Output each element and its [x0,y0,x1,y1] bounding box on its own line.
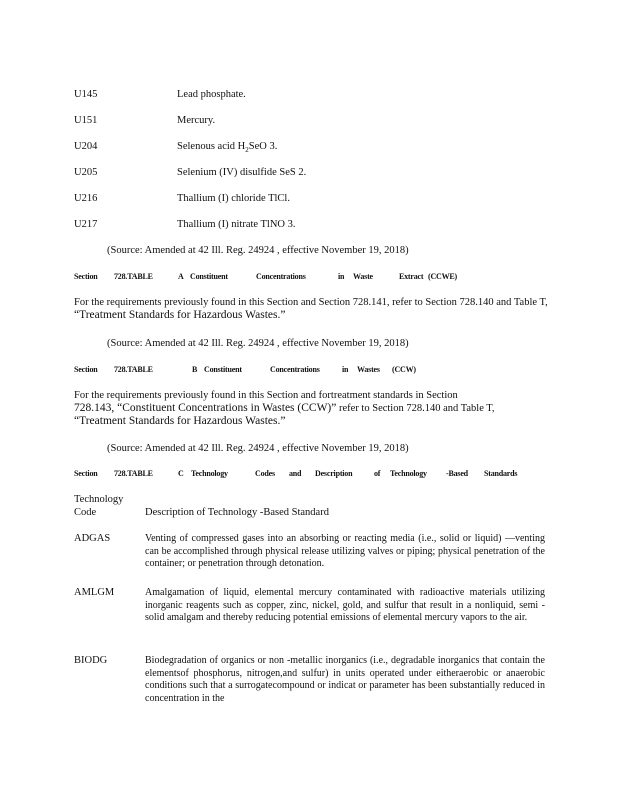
section-heading-table-b [74,365,554,377]
heading-word: Standards [484,469,518,478]
heading-word: Section [74,272,98,281]
paragraph-text: For the requirements previously found in this Section and Section 728.141, refer to Section 728.140 and Table T, [74,297,548,308]
source-note: (Source: Amended at 42 Ill. Reg. 24924 , effective November 19, 2018) [107,245,409,256]
heading-word: Codes [255,469,275,478]
heading-word: in [338,272,345,281]
tech-code: ADGAS [74,533,111,544]
heading-word: Waste [353,272,373,281]
waste-name: Mercury. [177,115,216,126]
tech-description: Amalgamation of liquid, elemental mercury contaminated with radioactive materials utilizing inorganic reagents such as copper, zinc, nickel, gold, and sulfur that result in a nonliquid, semi -solid amalgam and thereby reducing potential emissions of elemental mercury vapors to the air. [145,587,545,623]
heading-word: Technology [191,469,228,478]
waste-code: U145 [74,89,98,100]
tech-description: Venting of compressed gases into an absorbing or reacting media (i.e., solid or liquid) —venting can be accomplished through physical release utilizing valves or piping; physical penetration of the container; or penetration through detonation. [145,533,545,569]
paragraph-text: refer to Section 728.140 and Table T, [336,403,495,414]
waste-name-subscript: 2 [245,146,249,155]
source-note: (Source: Amended at 42 Ill. Reg. 24924 , effective November 19, 2018) [107,338,409,349]
waste-name: Lead phosphate. [177,89,246,100]
section-heading-table-c [74,469,554,481]
heading-word: in [342,365,349,374]
header-line: Code [74,507,97,518]
heading-word: of [374,469,381,478]
header-line: Technology [74,494,124,505]
paragraph-quote: “Treatment Standards for Hazardous Wastes.” [74,415,286,427]
paragraph-line [74,402,554,415]
heading-word: C [178,469,184,478]
column-header-description: Description of Technology -Based Standard [145,507,329,518]
heading-word: Constituent [190,272,228,281]
heading-word: Description [315,469,353,478]
heading-word: (CCWE) [428,272,458,281]
heading-word: Concentrations [256,272,306,281]
heading-word: and [289,469,302,478]
heading-word: -Based [446,469,468,478]
waste-code: U217 [74,219,98,230]
paragraph-line: For the requirements previously found in this Section and fortreatment standards in Section [74,390,458,401]
heading-word: Section [74,365,98,374]
waste-name: Thallium (I) nitrate TlNO 3. [177,219,296,230]
heading-word: B [192,365,198,374]
tech-description: Biodegradation of organics or non -metallic inorganics (i.e., degradable inorganics that contain the elementsof phosphorus, nitrogen,and sulfur) in units operated under eitheraerobic or anaerobic conditions such that a surrogatecompound or indicat or parameter has been substantially reduced in concentration in the [145,655,545,704]
paragraph-table-b [74,389,554,428]
heading-word: 728.TABLE [114,365,153,374]
heading-word: 728.TABLE [114,469,153,478]
heading-word: Concentrations [270,365,320,374]
heading-word: Extract [399,272,424,281]
waste-code: U204 [74,141,98,152]
waste-name-main: Selenous acid H [177,141,246,152]
paragraph-table-a [74,296,554,322]
paragraph-quote: “Treatment Standards for Hazardous Wastes.” [74,309,286,321]
section-heading-table-a [74,272,554,284]
tech-code: AMLGM [74,587,115,598]
heading-word: Wastes [357,365,380,374]
waste-name [177,140,277,157]
source-note: (Source: Amended at 42 Ill. Reg. 24924 , effective November 19, 2018) [107,443,409,454]
heading-word: 728.TABLE [114,272,153,281]
heading-word: Technology [390,469,427,478]
heading-word: Section [74,469,98,478]
paragraph-quote: 728.143, “Constituent Concentrations in Wastes (CCW)” [74,402,337,414]
heading-word: A [178,272,184,281]
waste-name-tail: SeO 3. [248,141,278,152]
heading-word: Constituent [204,365,242,374]
heading-word: (CCW) [392,365,416,374]
tech-code: BIODG [74,655,108,666]
waste-code: U151 [74,115,98,126]
waste-name: Thallium (I) chloride TlCl. [177,193,290,204]
waste-name: Selenium (IV) disulfide SeS 2. [177,167,307,178]
waste-code: U216 [74,193,98,204]
waste-code: U205 [74,167,98,178]
column-header-code [74,493,123,519]
